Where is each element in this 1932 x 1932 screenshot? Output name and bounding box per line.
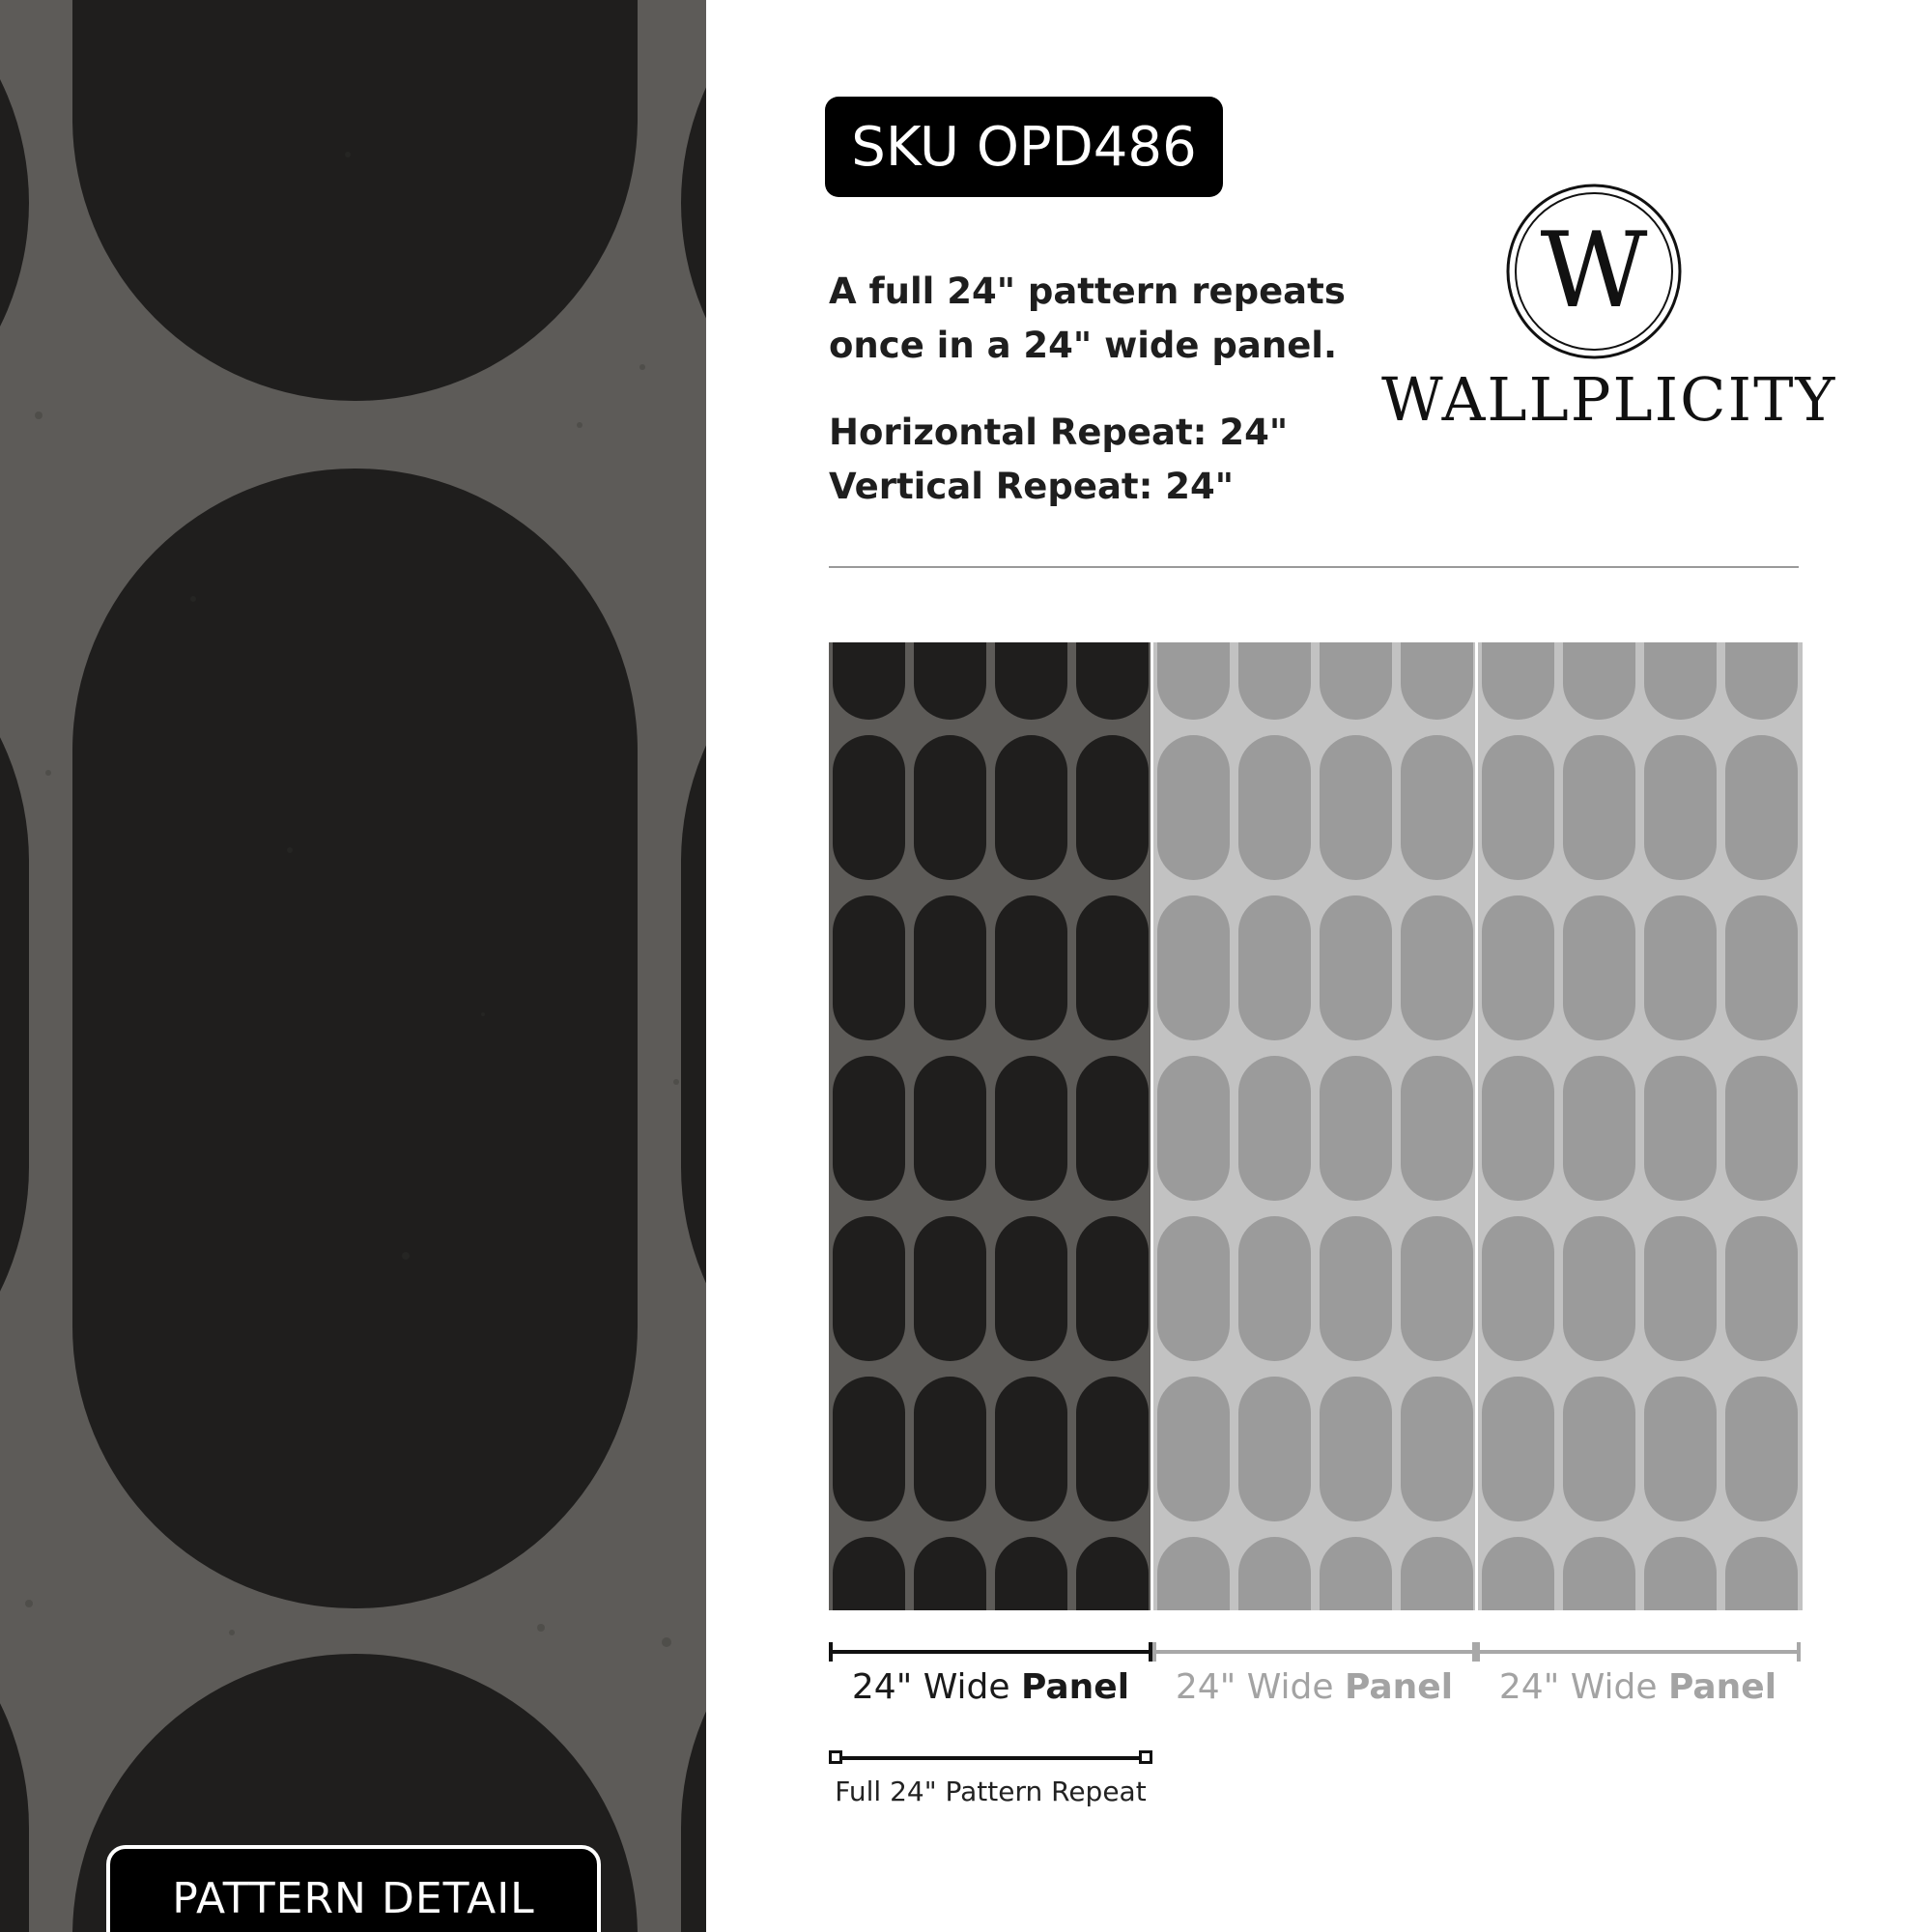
panel-label-3 bbox=[1476, 1667, 1800, 1707]
pattern-detail-label: PATTERN DETAIL bbox=[106, 1845, 601, 1932]
logo-monogram-letter: W bbox=[1540, 211, 1648, 331]
panel-label-prefix: 24" Wide bbox=[851, 1667, 1021, 1707]
section-divider bbox=[829, 566, 1799, 568]
sku-badge: SKU OPD486 bbox=[825, 97, 1223, 197]
panel-separator bbox=[1151, 642, 1153, 1610]
panel-pattern-light bbox=[1478, 642, 1803, 1610]
panel-pattern-light bbox=[1153, 642, 1475, 1610]
panel-preview-1 bbox=[829, 642, 1151, 1610]
panel-label-bold: Panel bbox=[1667, 1667, 1777, 1707]
panel-preview-3 bbox=[1478, 642, 1803, 1610]
panel-label-1 bbox=[829, 1667, 1152, 1707]
panel-preview bbox=[829, 642, 1803, 1610]
panel-pattern-dark bbox=[829, 642, 1151, 1610]
panel-width-measure bbox=[1476, 1642, 1801, 1662]
pattern-detail-graphic bbox=[0, 0, 706, 1932]
description-line-2: once in a 24" wide panel. bbox=[829, 325, 1338, 366]
repeat-specs bbox=[829, 406, 1408, 514]
panel-preview-2 bbox=[1153, 642, 1475, 1610]
description-line-1: A full 24" pattern repeats bbox=[829, 270, 1346, 312]
logo-monogram-icon bbox=[1505, 183, 1683, 360]
panel-label-bold: Panel bbox=[1020, 1667, 1130, 1707]
repeat-description bbox=[829, 265, 1408, 373]
panel-label-prefix: 24" Wide bbox=[1498, 1667, 1668, 1707]
panel-label-prefix: 24" Wide bbox=[1175, 1667, 1345, 1707]
pattern-detail-image bbox=[0, 0, 706, 1932]
horizontal-repeat: Horizontal Repeat: 24" bbox=[829, 412, 1289, 453]
panel-separator bbox=[1475, 642, 1478, 1610]
vertical-repeat: Vertical Repeat: 24" bbox=[829, 466, 1235, 507]
panel-label-2 bbox=[1152, 1667, 1476, 1707]
panel-width-measure bbox=[829, 1642, 1152, 1662]
pattern-repeat-measure bbox=[829, 1748, 1152, 1768]
panel-width-measure bbox=[1152, 1642, 1476, 1662]
panel-label-bold: Panel bbox=[1344, 1667, 1454, 1707]
brand-name: WALLPLICITY bbox=[1381, 364, 1837, 435]
pattern-repeat-label: Full 24" Pattern Repeat bbox=[835, 1776, 1147, 1807]
brand-logo bbox=[1381, 179, 1837, 440]
